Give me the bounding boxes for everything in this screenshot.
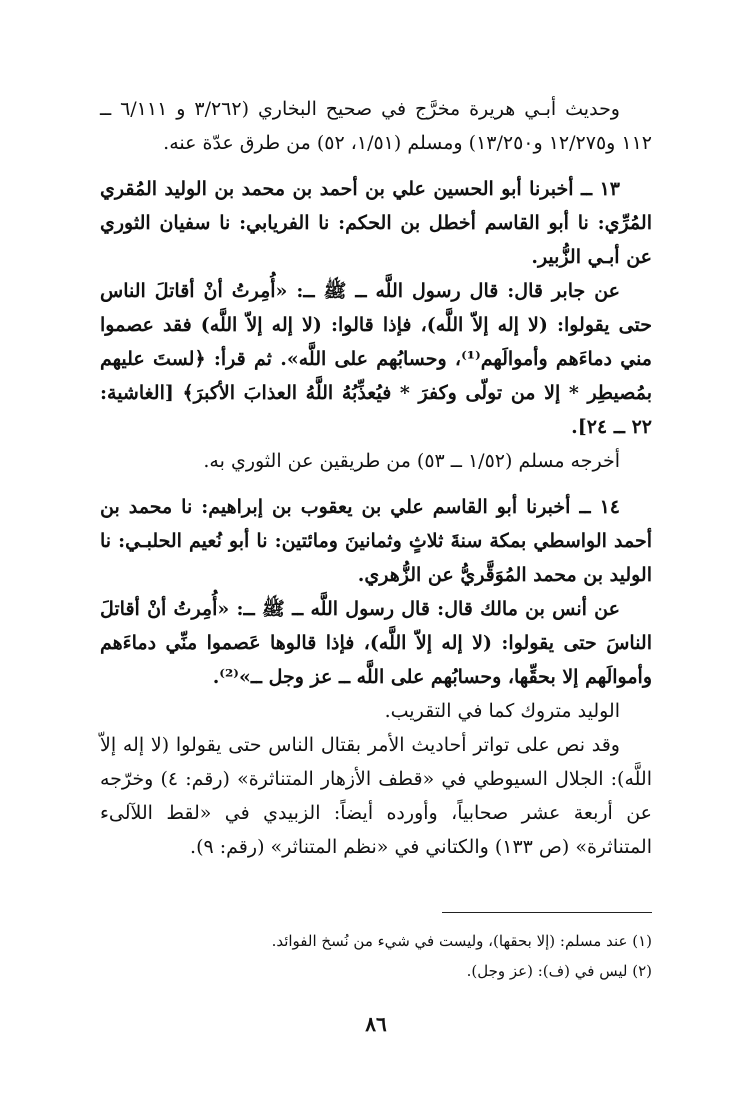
tawatur-note: وقد نص على تواتر أحاديث الأمر بقتال الناس حتى يقولوا (لا إله إلاّ اللَّه): الجلال السيوطي في «قطف الأزهار المتناثرة» (رقم: ٤) وخرّجه عن أربعة عشر صحابياً، وأورده أيضاً: الزبيدي في «لقط اللآلىء المتناثرة» (ص ١٣٣) والكتاني في «نظم المتناثر» (رقم: ٩). <box>100 734 652 858</box>
main-text <box>100 92 652 864</box>
footnote-divider <box>442 912 652 913</box>
section-gap <box>100 478 652 490</box>
hadith-14-grading: الوليد متروك كما في التقريب. <box>384 700 620 722</box>
hadith-14-chain: ١٤ ــ أخبرنا أبو القاسم علي بن يعقوب بن إبراهيم: نا محمد بن أحمد الواسطي بمكة سنةَ ثلاثٍ وثمانينَ ومائتين: نا أبو نُعيم الحلبـي: نا الوليد بن محمد المُوَقَّريُّ عن الزُّهري. <box>100 496 652 586</box>
hadith-14-text: عن أنس بن مالك قال: قال رسول اللَّه ــ ﷺ ــ: «أُمِرتُ أنْ أقاتلَ الناسَ حتى يقولوا: (لا إله إلاّ اللَّه)، فإذا قالوها عَصموا منِّي دماءَهم وأموالَهم إلا بحقِّها، وحسابُهم على اللَّه ــ عز وجل ــ»⁽²⁾. <box>100 598 652 688</box>
footnotes <box>100 926 652 986</box>
page-number: ٨٦ <box>365 1012 387 1036</box>
footnote-1: (١) عند مسلم: (إلا بحقها)، وليست في شيء من نُسخ الفوائد. <box>271 932 652 950</box>
paragraph-bukhari-reference: وحديث أبـي هريرة مخرَّج في صحيح البخاري (٣/٢٦٢ و ٦/١١١ ــ ١١٢ و١٢/٢٧٥ و١٣/٢٥٠) ومسلم (١/٥١، ٥٢) من طرق عدّة عنه. <box>100 98 652 154</box>
footnote-2: (٢) ليس في (ف): (عز وجل). <box>466 962 652 980</box>
section-gap <box>100 160 652 172</box>
hadith-13-text: عن جابر قال: قال رسول اللَّه ــ ﷺ ــ: «أُمِرتُ أنْ أقاتلَ الناس حتى يقولوا: (لا إله إلاّ اللَّه)، فإذا قالوا: (لا إله إلاّ اللَّه) فقد عصموا مني دماءَهم وأموالَهم⁽¹⁾، وحسابُهم على اللَّه». ثم قرأ: ﴿لستَ عليهم بمُصيطِر * إلا من تولّى وكفرَ * فيُعذِّبُهُ اللَّهُ العذابَ الأكبرَ﴾ [الغاشية: ٢٢ ــ ٢٤]. <box>100 280 652 438</box>
hadith-13-chain: ١٣ ــ أخبرنا أبو الحسين علي بن أحمد بن محمد بن الوليد المُقري المُرِّي: نا أبو القاسم أخطل بن الحكم: نا الفريابي: نا سفيان الثوري عن أبـي الزُّبير. <box>100 178 652 268</box>
hadith-13-takhrij: أخرجه مسلم (١/٥٢ ــ ٥٣) من طريقين عن الثوري به. <box>203 450 620 472</box>
